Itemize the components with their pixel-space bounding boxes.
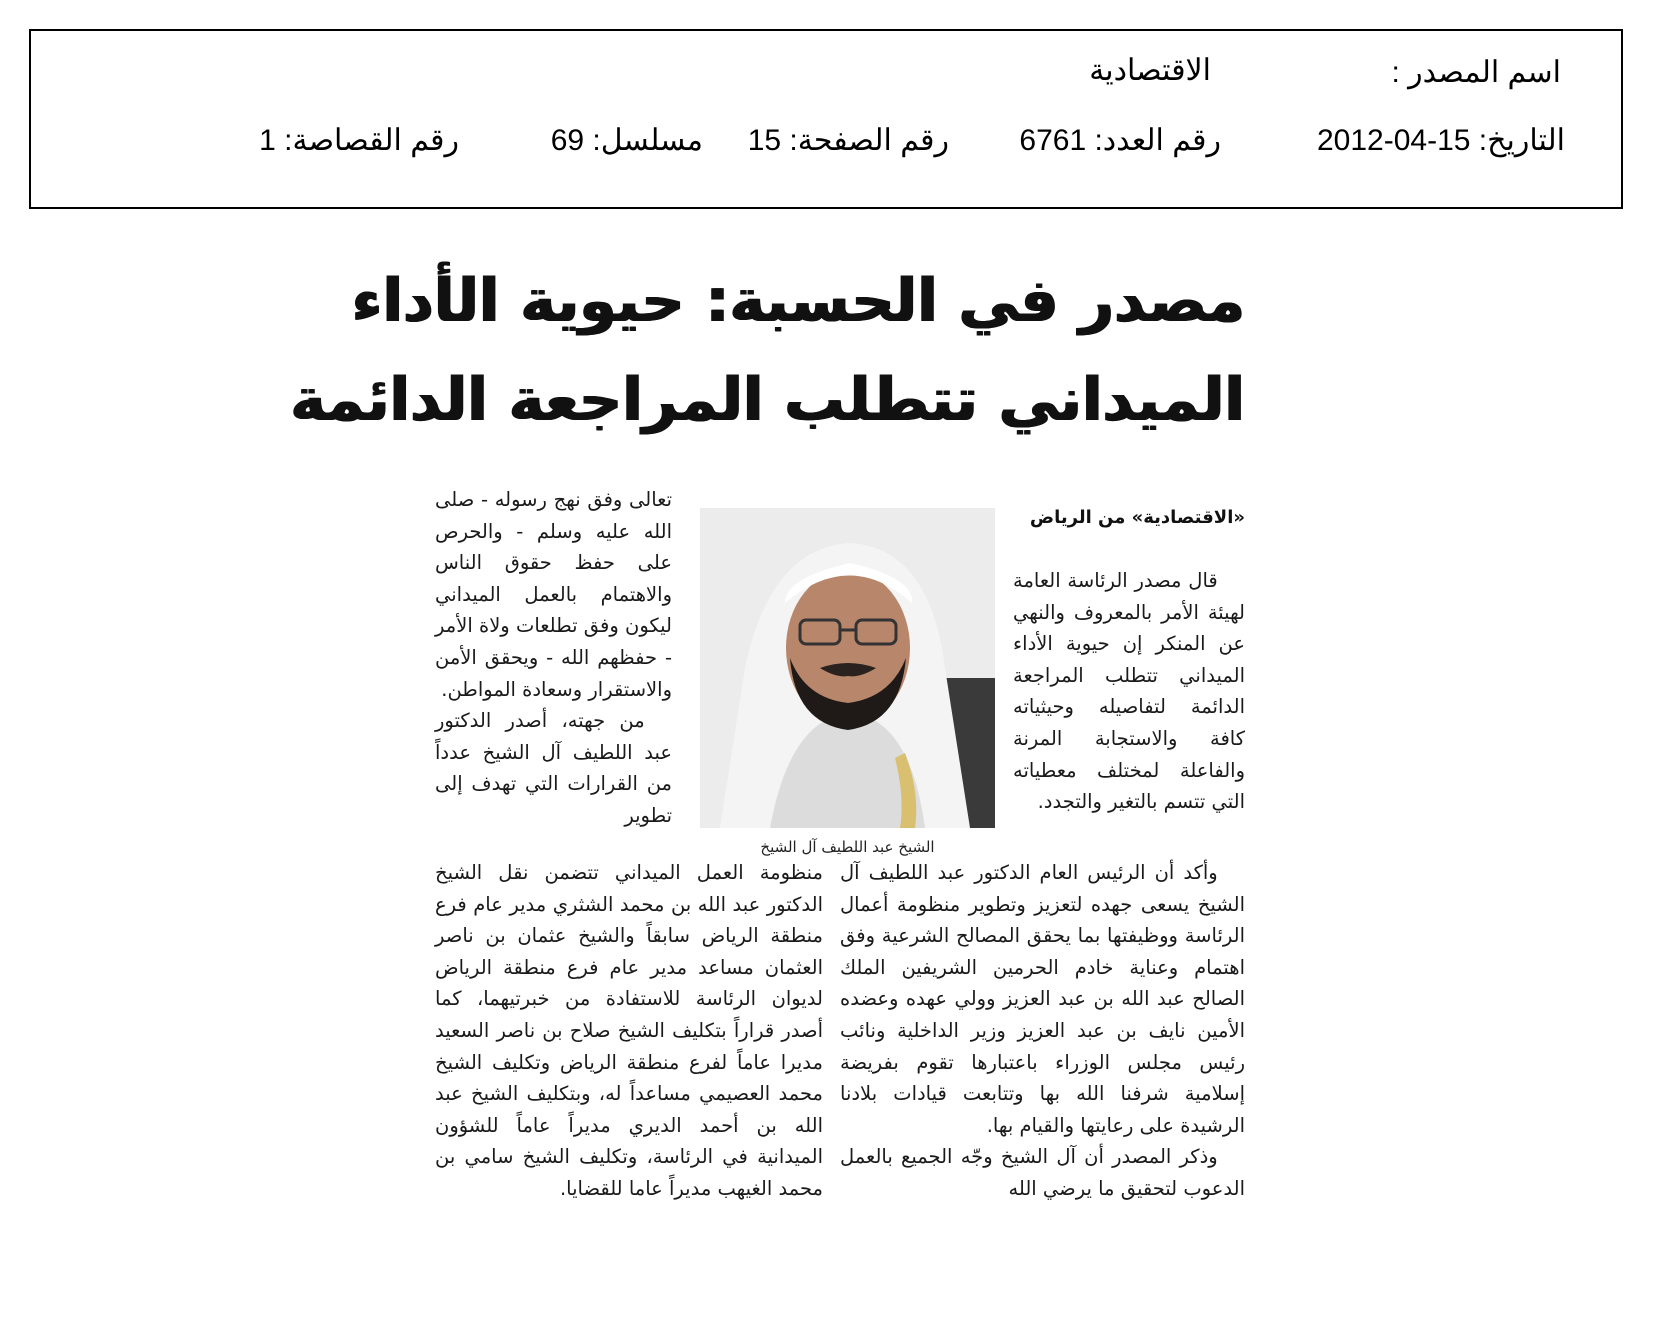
column-right-top — [1013, 565, 1245, 818]
photo-caption: الشيخ عبد اللطيف آل الشيخ — [760, 838, 935, 856]
portrait-photo — [700, 508, 995, 828]
source-label: اسم المصدر : — [1391, 56, 1561, 89]
serial-field: مسلسل: 69 — [550, 124, 703, 157]
column-right-bottom — [840, 857, 1245, 1205]
paragraph: وذكر المصدر أن آل الشيخ وجّه الجميع بالعمل الدعوب لتحقيق ما يرضي الله — [840, 1145, 1245, 1200]
issue-number-field: رقم العدد: 6761 — [1019, 124, 1221, 157]
headline-line-2: الميداني تتطلب المراجعة الدائمة — [290, 365, 1245, 435]
clip-number-field: رقم القصاصة: 1 — [259, 124, 459, 157]
column-left-bottom — [435, 857, 823, 1205]
newspaper-clipping — [290, 240, 1245, 1320]
source-value: الاقتصادية — [1089, 54, 1211, 87]
date-field: التاريخ: 15-04-2012 — [1316, 124, 1565, 157]
paragraph: منظومة العمل الميداني تتضمن نقل الشيخ الدكتور عبد الله بن محمد الشثري مدير عام فرع منطقة الرياض سابقاً والشيخ عثمان بن ناصر العثمان مساعد مدير عام فرع منطقة الرياض لديوان الرئاسة للاستفادة من خبرتيهما، كما أصدر قراراً بتكليف الشيخ صلاح بن ناصر السعيد مديرا عاماً لفرع منطقة الرياض وتكليف الشيخ محمد العصيمي مساعداً له، وبتكليف الشيخ عبد الله بن أحمد الديري مديراً عاماً للشؤون الميدانية في الرئاسة، وتكليف الشيخ سامي بن محمد الغيهب مديراً عاما للقضايا. — [435, 861, 823, 1200]
paragraph: وأكد أن الرئيس العام الدكتور عبد اللطيف آل الشيخ يسعى جهده لتعزيز وتطوير منظومة أعمال الرئاسة ووظيفتها بما يحقق المصالح الشرعية وفق اهتمام وعناية خادم الحرمين الشريفين الملك الصالح عبد الله بن عبد العزيز وولي عهده وعضده الأمين نايف بن عبد العزيز وزير الداخلية ونائب رئيس مجلس الوزراء باعتبارها تقوم بفريضة إسلامية شرفنا الله بها وتتابعت قيادات بلادنا الرشيدة على رعايتها والقيام بها. — [840, 861, 1245, 1137]
paragraph: من جهته، أصدر الدكتور عبد اللطيف آل الشيخ عدداً من القرارات التي تهدف إلى تطوير — [435, 709, 672, 827]
column-left-top — [435, 484, 672, 832]
paragraph: قال مصدر الرئاسة العامة لهيئة الأمر بالمعروف والنهي عن المنكر إن حيوية الأداء الميداني تتطلب المراجعة الدائمة لتفاصيله وحيثياته كافة والاستجابة المرنة والفاعلة لمختلف معطياته التي تتسم بالتغير والتجدد. — [1013, 569, 1245, 814]
byline: «الاقتصادية» من الرياض — [1029, 507, 1245, 528]
paragraph: تعالى وفق نهج رسوله - صلى الله عليه وسلم - والحرص على حفظ حقوق الناس والاهتمام بالعمل الميداني ليكون وفق تطلعات ولاة الأمر - حفظهم الله - ويحقق الأمن والاستقرار وسعادة المواطن. — [435, 488, 672, 701]
page-number-field: رقم الصفحة: 15 — [747, 124, 949, 157]
portrait-image — [700, 508, 995, 828]
source-info-box — [29, 29, 1623, 209]
headline-line-1: مصدر في الحسبة: حيوية الأداء — [351, 266, 1245, 336]
